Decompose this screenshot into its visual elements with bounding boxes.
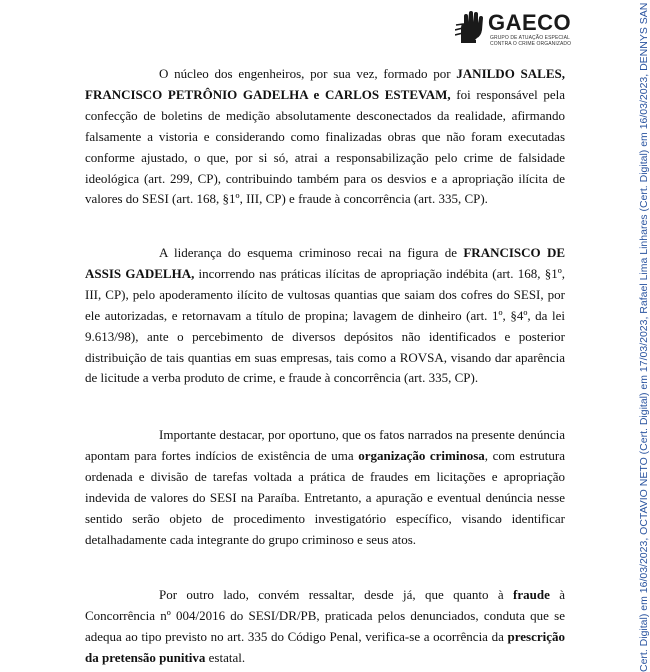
paragraph-text: O núcleo dos engenheiros, por sua vez, formado por (159, 66, 457, 81)
bold-term: organização criminosa (358, 447, 485, 463)
signature-text: Cert. Digital) em 16/03/2023, OCTAVIO NETO (Cert. Digital) em 17/03/2023, Rafael Lima Linhares (Cert. Digital) em 16/03/2023, DENNYS SAN (638, 2, 650, 672)
paragraph-text: estatal. (205, 649, 246, 665)
logo-name: GAECO (488, 10, 572, 35)
bold-names: JANILDO SALES, FRANCISCO PETRÔNIO GADELHA e CARLOS ESTEVAM, (85, 66, 565, 102)
digital-signature-sidebar (620, 0, 650, 672)
paragraph-text: Importante destacar, por oportuno, que os fatos narrados na presente denúncia apontam para fortes indícios de existência de uma (85, 427, 565, 463)
paragraph-text: à Concorrência nº 004/2016 do SESI/DR/PB, praticada pelos denunciados, conduta que se adequa ao tipo previsto no art. 335 do Código Penal, verifica-se a ocorrência da (85, 587, 565, 644)
paragraph-text: Por outro lado, convém ressaltar, desde já, que quanto à (159, 587, 514, 602)
gaeco-logo (455, 10, 570, 46)
bold-term: prescrição da pretensão punitiva (85, 628, 565, 665)
paragraph-engineers (85, 64, 565, 210)
paragraph-organization (85, 425, 565, 550)
paragraph-text: incorrendo nas práticas ilícitas de apropriação indébita (art. 168, §1º, III, CP), pelo apoderamento ilícito de vultosas quantias que saiam dos cofres do SESI, por ele autorizadas, e retornavam a título de propina; lavagem de dinheiro (art. 1º, §4º, da lei 9.613/98), ante o percebimento de diversos depósitos não identificados e posterior distribuição de tais quantias em suas empresas, tais como a ROVSA, visando dar aparência de licitude a verba produto de crime, e fraude à concorrência (art. 335, CP). (85, 265, 565, 386)
bold-names: FRANCISCO DE ASSIS GADELHA, (85, 245, 566, 281)
hand-fist-icon (455, 10, 487, 44)
bold-term: fraude (513, 587, 550, 602)
paragraph-text: , com estrutura ordenada e divisão de tarefas voltada a prática de fraudes em licitações e apropriação indevida de valores do SESI na Paraíba. Entretanto, a apuração e eventual denúncia nesse sentido serão objeto de procedimento investigatório específico, visando identificar detalhadamente cada integrante do grupo criminoso e seus atos. (85, 447, 565, 547)
paragraph-text: A liderança do esquema criminoso recai na figura de (159, 245, 464, 260)
logo-subtitle-line2: CONTRA O CRIME ORGANIZADO (490, 41, 572, 47)
logo-subtitle-line1: GRUPO DE ATUAÇÃO ESPECIAL (490, 35, 570, 41)
paragraph-text: foi responsável pela confecção de boletins de medição absolutamente desconectados da realidade, afirmando falsamente a vistoria e considerando como finalizadas obras que não foram executadas conforme ajustado, o que, por si só, atrai a responsabilização pelo crime de falsidade ideológica (art. 299, CP), contribuindo também para os desvios e a apropriação ilícita de valores do SESI (art. 168, §1º, III, CP) e fraude à concorrência (art. 335, CP). (85, 86, 565, 207)
paragraph-leadership (85, 243, 565, 389)
paragraph-prescription (85, 585, 565, 669)
